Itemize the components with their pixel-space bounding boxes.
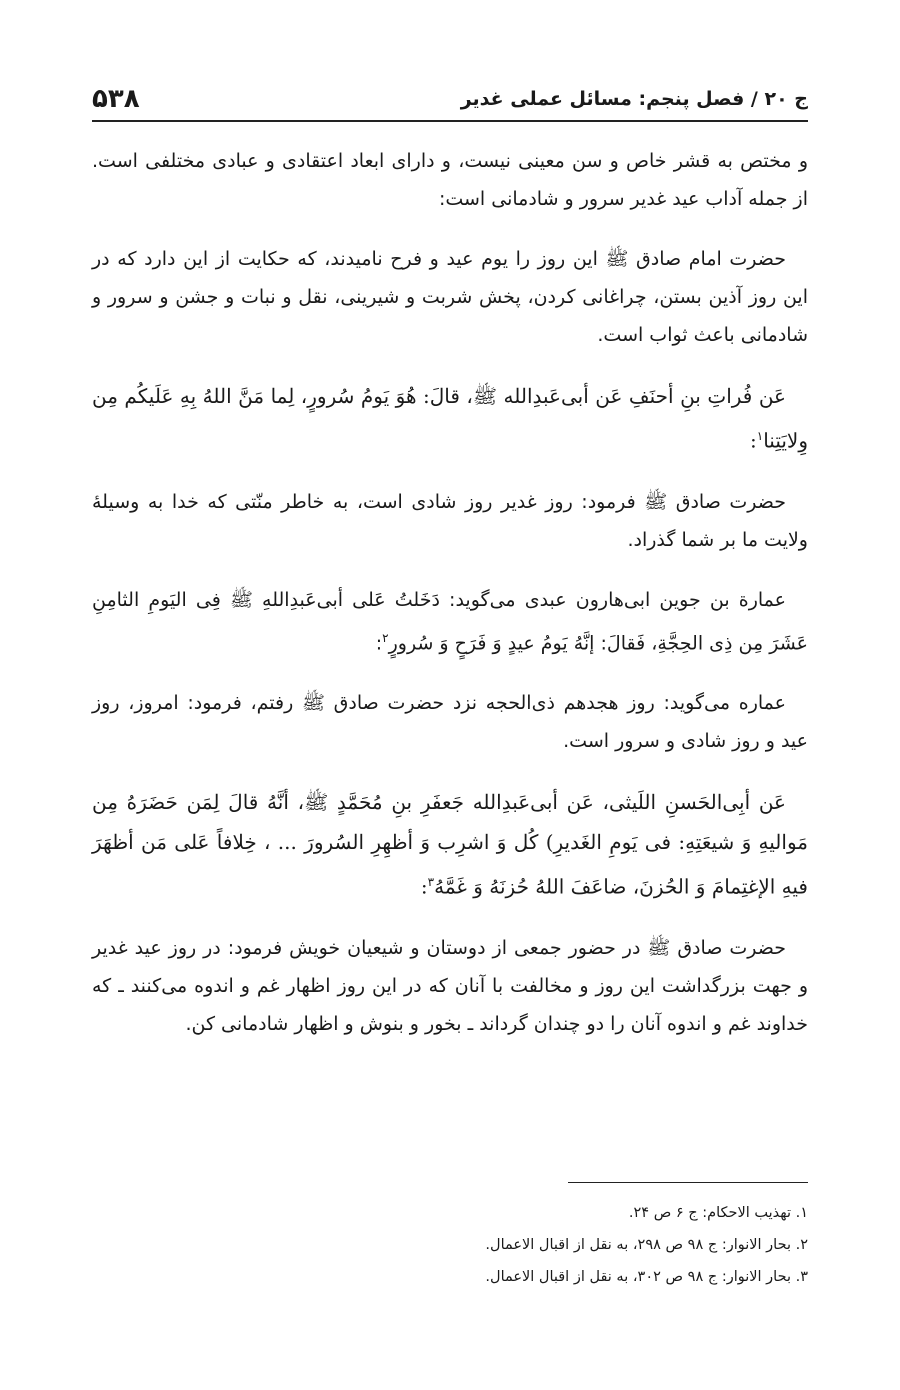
hadith-text: عمارة بن جوین ابی‌هارون عبدی می‌گوید: دَخَلتُ عَلی أبی‌عَبدِاللهِ ﷺ فِی الیَومِ الثامِنِ عَشَرَ مِن ذِی الحِجَّةِ، فَقالَ: إنَّهُ یَومُ عیدٍ وَ فَرَحٍ وَ سُرورٍ	[92, 588, 808, 654]
paragraph-text: و مختص به قشر خاص و سن معینی نیست، و دارای ابعاد اعتقادی و عبادی مختلفی است. از جمله آداب عید غدیر سرور و شادمانی است:	[92, 150, 808, 210]
hadith-text: عَن فُراتِ بنِ أحنَفِ عَن أبی‌عَبدِالله ﷺ، قالَ: هُوَ یَومُ سُرورٍ، لِما مَنَّ اللهُ بِهِ عَلَیکُم مِن وِلایَتِنا	[92, 384, 808, 453]
hadith-tail: :	[750, 428, 757, 453]
paragraph-imam-sadiq-eid	[92, 240, 808, 354]
hadith-text: عَن أبِی‌الحَسنِ اللَیثی، عَن أبی‌عَبدِالله جَعفَرِ بنِ مُحَمَّدٍ ﷺ، أنَّهُ قالَ لِمَن حَضَرَهُ مِن مَوالیهِ وَ شیعَتِهِ: فی یَومِ الغَدیرِ) کُل وَ اشرِب وَ أظهِرِ السُرورَ ... ، خِلافاً عَلی مَن أظهَرَ فیهِ الإغتِمامَ وَ الحُزنَ، ضاعَفَ اللهُ حُزنَهُ وَ غَمَّهُ	[92, 789, 808, 899]
hadith-arabic-2	[92, 581, 808, 662]
paragraph-text: عماره می‌گوید: روز هجدهم ذی‌الحجه نزد حضرت صادق ﷺ رفتم، فرمود: امروز، روز عید و روز شادی و سرور است.	[92, 691, 808, 752]
hadith-arabic-1	[92, 376, 808, 461]
hadith-tail: :	[420, 874, 428, 899]
paragraph-intro	[92, 142, 808, 218]
footnote-ref-1[interactable]: ۱	[756, 429, 764, 443]
footnote-divider	[568, 1182, 808, 1183]
hadith-tail: :	[375, 631, 383, 654]
footnote-ref-2[interactable]: ۲	[382, 630, 389, 645]
page-number: ۵۳۸	[92, 84, 140, 114]
paragraph-text: حضرت امام صادق ﷺ این روز را یوم عید و فرح نامیدند، که حکایت از این دارد که در این روز آذین بستن، چراغانی کردن، پخش شربت و شیرینی، نقل و نبات و جشن و سرور و شادمانی باعث ثواب است.	[92, 248, 808, 346]
footnotes-section	[92, 1182, 808, 1293]
page-body	[92, 142, 808, 1065]
running-title: ج ۲۰ / فصل پنجم: مسائل عملی غدیر	[460, 88, 808, 110]
hadith-translation-1	[92, 483, 808, 559]
footnote-2: ۲. بحار الانوار: ج ۹۸ ص ۲۹۸، به نقل از اقبال الاعمال.	[485, 1237, 808, 1253]
paragraph-text: حضرت صادق ﷺ در حضور جمعی از دوستان و شیعیان خویش فرمود: در روز عید غدیر و جهت بزرگداشت این روز و مخالفت با آنان که در این روز اظهار غم و اندوه می‌کنند ـ که خداوند غم و اندوه آنان را دو چندان گرداند ـ بخور و بنوش و اظهار شادمانی کن.	[92, 936, 808, 1035]
hadith-arabic-3	[92, 782, 808, 907]
hadith-translation-2	[92, 684, 808, 760]
footnote-1: ۱. تهذیب الاحکام: ج ۶ ص ۲۴.	[628, 1205, 808, 1221]
page-header	[92, 70, 808, 122]
hadith-translation-3	[92, 929, 808, 1043]
paragraph-text: حضرت صادق ﷺ فرمود: روز غدیر روز شادی است، به خاطر منّتی که خدا به وسیلۀ ولایت ما بر شما گذراد.	[92, 490, 808, 551]
footnote-ref-3[interactable]: ۳	[427, 874, 435, 889]
footnote-3: ۳. بحار الانوار: ج ۹۸ ص ۳۰۲، به نقل از اقبال الاعمال.	[485, 1269, 808, 1285]
